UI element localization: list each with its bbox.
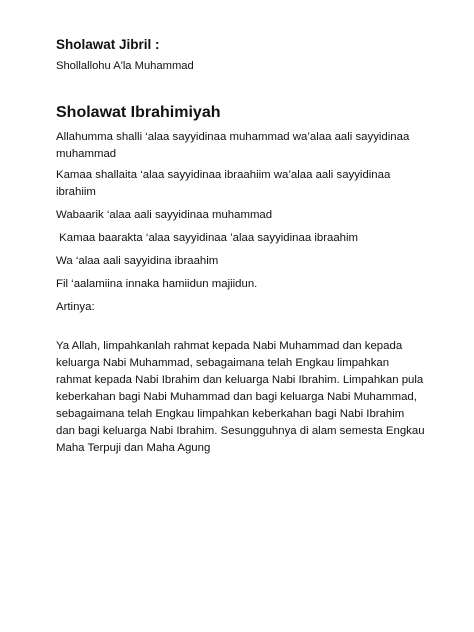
- ibrahimiyah-line-3: Wabaarik ‘alaa aali sayyidinaa muhammad: [56, 209, 273, 221]
- artinya-label: Artinya:: [56, 301, 95, 313]
- translation-paragraph: Ya Allah, limpahkanlah rahmat kepada Nabi Muhammad dan kepada keluarga Nabi Muhammad, sebagaimana telah Engkau limpahkan rahmat kepada Nabi Ibrahim dan keluarga Nabi Ibrahim. Limpahkan pula keberkahan bagi Nabi Muhammad dan bagi keluarga Nabi Muhammad, sebagaimana telah Engkau limpahkan keberkahan bagi Nabi Ibrahim dan bagi keluarga Nabi Ibrahim. Sesungguhnya di alam semesta Engkau Maha Terpuji dan Maha Agung: [56, 340, 425, 454]
- ibrahimiyah-line-1: Allahumma shalli ‘alaa sayyidinaa muhammad wa’alaa aali sayyidinaa muhammad: [56, 131, 410, 160]
- ibrahimiyah-line-2: Kamaa shallaita ‘alaa sayyidinaa ibraahiim wa’alaa aali sayyidinaa ibrahiim: [56, 169, 391, 198]
- ibrahimiyah-line-6: Fil ‘aalamiina innaka hamiidun majiidun.: [56, 278, 258, 290]
- sholawat-jibril-text: Shollallohu A'la Muhammad: [56, 60, 194, 72]
- document-content: [56, 36, 426, 457]
- ibrahimiyah-line-4: Kamaa baarakta ‘alaa sayyidinaa ’alaa sayyidinaa ibraahim: [56, 232, 359, 244]
- heading-sholawat-ibrahimiyah: Sholawat Ibrahimiyah: [56, 104, 221, 121]
- heading-sholawat-jibril: Sholawat Jibril :: [56, 37, 160, 52]
- ibrahimiyah-line-5: Wa ‘alaa aali sayyidina ibraahim: [56, 255, 219, 267]
